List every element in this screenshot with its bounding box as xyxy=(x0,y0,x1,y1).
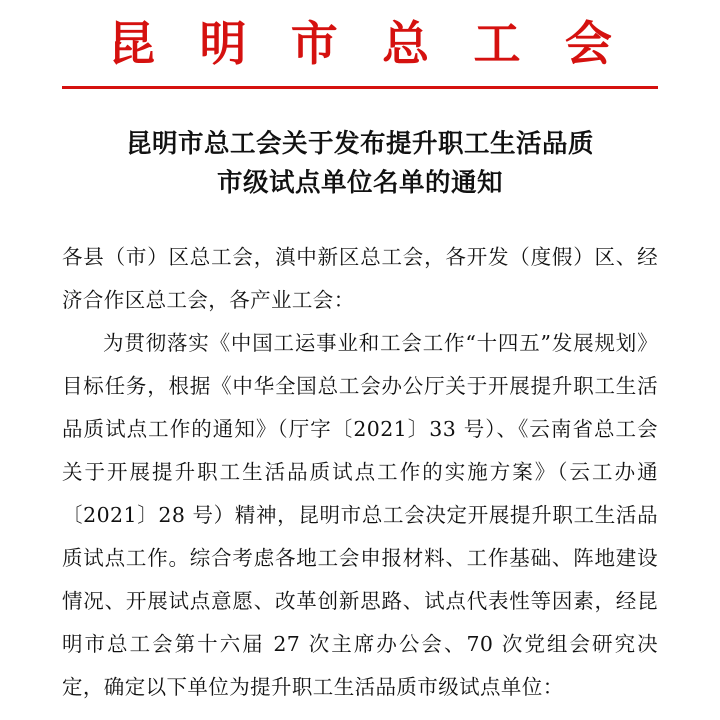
document-title-line-2: 市级试点单位名单的通知 xyxy=(216,167,503,198)
document-title-line-1: 昆明市总工会关于发布提升职工生活品质 xyxy=(125,129,594,160)
issuing-organization-heading: 昆 明 市 总 工 会 xyxy=(108,17,626,72)
document-title xyxy=(62,125,658,202)
recipients-paragraph: 各县（市）区总工会，滇中新区总工会，各开发（度假）区、经济合作区总工会，各产业工会： xyxy=(62,244,658,312)
document-masthead xyxy=(62,0,658,89)
body-paragraph-1: 为贯彻落实《中国工运事业和工会工作“十四五”发展规划》目标任务，根据《中华全国总工会办公厅关于开展提升职工生活品质试点工作的通知》（厅字〔2021〕33 号）、《云南省总工会关于开展提升职工生活品质试点工作的实施方案》（云工办通〔2021〕28 号）精神，昆明市总工会决定开展提升职工生活品质试点工作。综合考虑各地工会申报材料、工作基础、阵地建设情况、开展试点意愿、改革创新思路、试点代表性等因素，经昆明市总工会第十六届 27 次主席办公会、70 次党组会研究决定，确定以下单位为提升职工生活品质市级试点单位： xyxy=(62,330,658,700)
masthead-red-divider xyxy=(62,86,658,89)
document-body xyxy=(62,236,658,710)
